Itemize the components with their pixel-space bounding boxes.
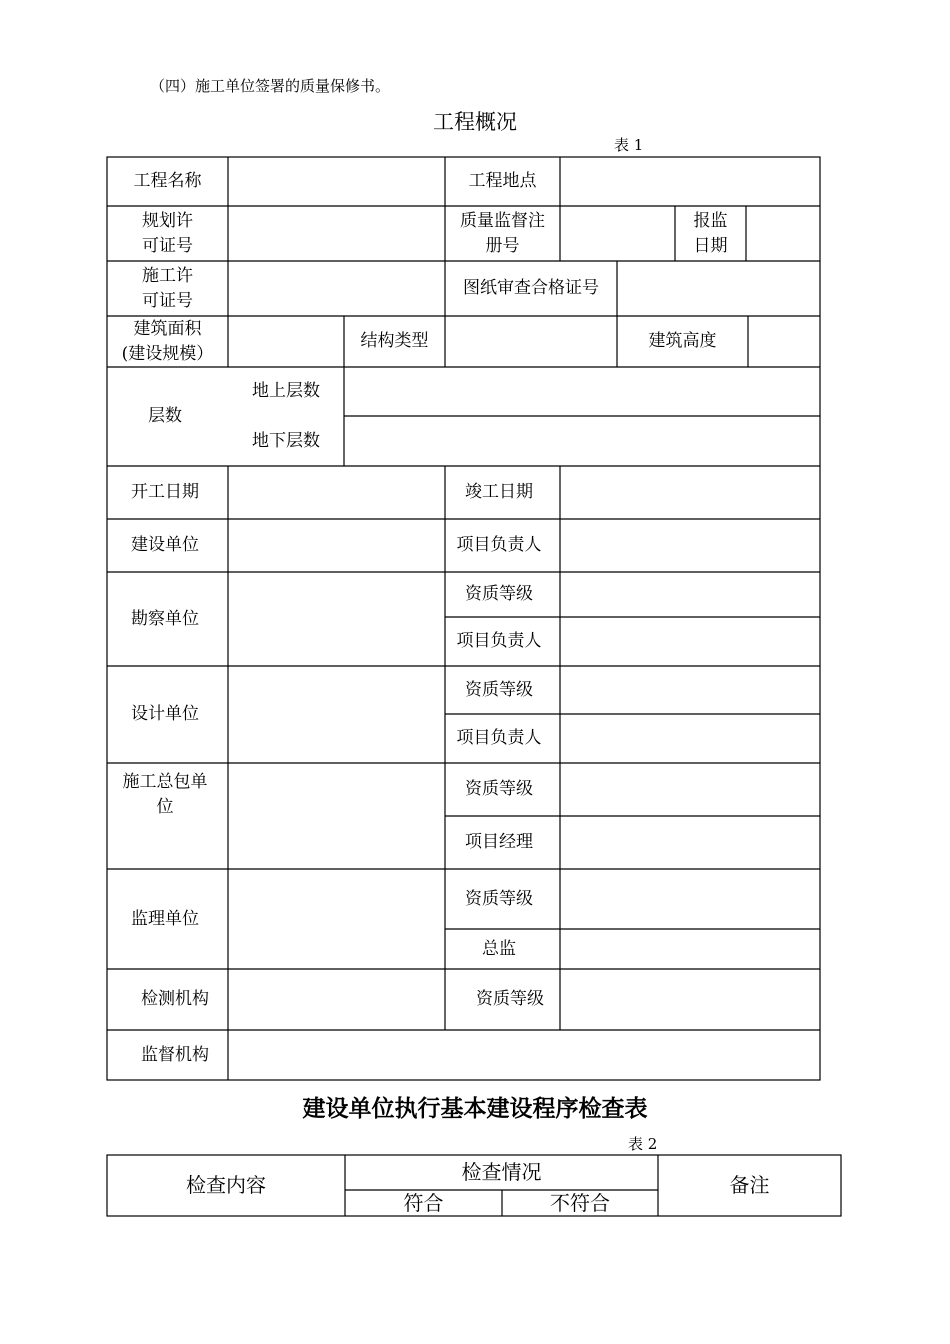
table2-label: 表 2 <box>628 1135 658 1153</box>
testing-qualification-field[interactable] <box>560 969 820 1030</box>
structure-type-label: 结构类型 <box>360 331 429 351</box>
developer-project-leader-field[interactable] <box>560 519 820 572</box>
start-date-label: 开工日期 <box>131 482 199 502</box>
survey-unit-field[interactable] <box>228 572 445 666</box>
project-name-field[interactable] <box>228 157 445 206</box>
building-area-field[interactable] <box>228 316 344 367</box>
report-date-field[interactable] <box>746 206 820 261</box>
quality-supervision-reg-field[interactable] <box>560 206 675 261</box>
planning-permit-field[interactable] <box>228 206 445 261</box>
project-manager-label: 项目经理 <box>465 832 533 852</box>
remarks-header: 备注 <box>729 1173 770 1197</box>
supervision-qualification-label: 资质等级 <box>465 888 533 909</box>
supervision-unit-label: 监理单位 <box>131 908 199 929</box>
report-date-label: 报监 日期 <box>693 210 728 256</box>
design-unit-label: 设计单位 <box>131 704 199 724</box>
drawing-review-cert-field[interactable] <box>617 261 820 316</box>
survey-project-leader-field[interactable] <box>560 617 820 666</box>
survey-qualification-label: 资质等级 <box>465 584 533 604</box>
project-location-label: 工程地点 <box>468 171 537 191</box>
testing-agency-label: 检测机构 <box>141 989 209 1009</box>
building-height-field[interactable] <box>748 316 820 367</box>
contractor-qualification-label: 资质等级 <box>465 779 533 799</box>
project-manager-field[interactable] <box>560 816 820 869</box>
check-content-header: 检查内容 <box>186 1173 266 1197</box>
structure-type-field[interactable] <box>445 316 617 367</box>
developer-label: 建设单位 <box>131 535 199 555</box>
construction-permit-label: 施工许 可证号 <box>142 265 193 311</box>
chief-supervisor-field[interactable] <box>560 929 820 969</box>
construction-permit-field[interactable] <box>228 261 445 316</box>
completion-date-label: 竣工日期 <box>465 482 533 502</box>
supervisory-agency-field[interactable] <box>228 1030 820 1080</box>
design-qualification-field[interactable] <box>560 666 820 714</box>
survey-unit-label: 勘察单位 <box>131 608 199 629</box>
supervisory-agency-label: 监督机构 <box>141 1044 209 1065</box>
table1-label: 表 1 <box>614 136 644 154</box>
supervision-unit-field[interactable] <box>228 869 445 969</box>
drawing-review-cert-label: 图纸审查合格证号 <box>463 278 599 298</box>
design-project-leader-field[interactable] <box>560 714 820 763</box>
floors-label: 层数 <box>148 406 182 426</box>
floors-above-label: 地上层数 <box>252 381 320 401</box>
floors-above-field[interactable] <box>344 367 820 416</box>
survey-qualification-field[interactable] <box>560 572 820 617</box>
start-date-field[interactable] <box>228 466 445 519</box>
building-area-label: 建筑面积 (建设规模） <box>121 318 214 364</box>
survey-project-leader-label: 项目负责人 <box>456 631 542 651</box>
completion-date-field[interactable] <box>560 466 820 519</box>
table2-title: 建设单位执行基本建设程序检查表 <box>302 1096 648 1122</box>
testing-qualification-label: 资质等级 <box>476 989 544 1009</box>
intro-text: （四）施工单位签署的质量保修书。 <box>150 77 391 95</box>
developer-field[interactable] <box>228 519 445 572</box>
design-qualification-label: 资质等级 <box>465 679 533 700</box>
building-height-label: 建筑高度 <box>648 331 717 351</box>
quality-supervision-reg-label: 质量监督注 册号 <box>460 210 545 256</box>
supervision-qualification-field[interactable] <box>560 869 820 929</box>
testing-agency-field[interactable] <box>228 969 445 1030</box>
conform-header: 符合 <box>403 1190 444 1215</box>
project-name-label: 工程名称 <box>133 171 202 191</box>
chief-supervisor-label: 总监 <box>482 938 516 959</box>
developer-project-leader-label: 项目负责人 <box>456 535 542 555</box>
general-contractor-field[interactable] <box>228 763 445 869</box>
floors-below-field[interactable] <box>344 416 820 466</box>
contractor-qualification-field[interactable] <box>560 763 820 816</box>
design-unit-field[interactable] <box>228 666 445 763</box>
project-location-field[interactable] <box>560 157 820 206</box>
planning-permit-label: 规划许 可证号 <box>142 210 193 256</box>
general-contractor-label: 施工总包单 位 <box>122 772 208 817</box>
table1-title: 工程概况 <box>433 110 517 134</box>
check-status-header: 检查情况 <box>461 1160 542 1184</box>
design-project-leader-label: 项目负责人 <box>456 728 542 748</box>
floors-below-label: 地下层数 <box>252 430 320 451</box>
not-conform-header: 不符合 <box>550 1190 610 1215</box>
